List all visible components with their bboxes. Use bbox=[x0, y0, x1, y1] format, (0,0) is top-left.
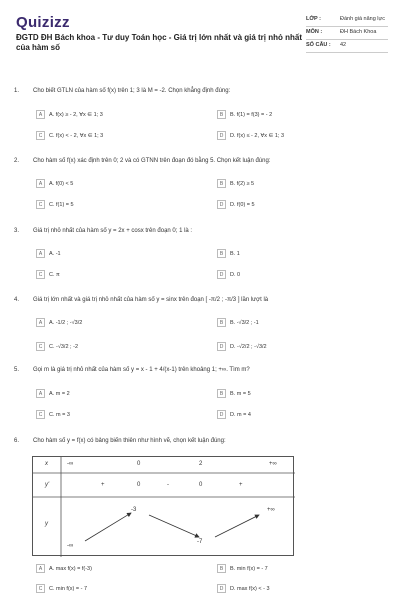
yprime-label: y' bbox=[45, 482, 50, 488]
meta-panel bbox=[306, 14, 388, 53]
option-2c[interactable] bbox=[36, 200, 74, 209]
meta-row-lop bbox=[306, 14, 388, 27]
option-5a[interactable] bbox=[36, 389, 70, 398]
option-key-box: C bbox=[36, 270, 45, 279]
option-1d[interactable] bbox=[217, 131, 284, 140]
lop-value: Đánh giá năng lực bbox=[340, 16, 385, 22]
option-text: C. m = 3 bbox=[49, 411, 70, 418]
option-text: B. f(2) ≥ 5 bbox=[230, 180, 255, 187]
y-value: -∞ bbox=[67, 543, 74, 549]
question-text: Giá trị lớn nhất và giá trị nhỏ nhất của hàm số y = sinx trên đoạn [ -π/2 ; -π/3 ] lần lượt là bbox=[33, 297, 269, 303]
meta-row-socau bbox=[306, 40, 388, 53]
option-text: D. f(x) ≤ - 2, ∀x ∈ 1; 3 bbox=[230, 132, 285, 139]
option-text: A. -1 bbox=[49, 250, 61, 257]
option-key-box: B bbox=[217, 564, 226, 573]
question-text: Cho biết GTLN của hàm số f(x) trên 1; 3 là M = -2. Chọn khẳng định đúng: bbox=[33, 88, 231, 94]
option-key-box: A bbox=[36, 249, 45, 258]
option-key-box: C bbox=[36, 410, 45, 419]
option-key-box: C bbox=[36, 584, 45, 593]
arrow-down bbox=[149, 515, 199, 537]
arrow-up-1 bbox=[85, 513, 131, 541]
socau-value: 42 bbox=[340, 42, 347, 48]
option-4a[interactable] bbox=[36, 318, 82, 327]
option-key-box: A bbox=[36, 318, 45, 327]
option-key-box: B bbox=[217, 389, 226, 398]
option-key-box: D bbox=[217, 584, 226, 593]
option-text: C. min f(x) = - 7 bbox=[49, 585, 88, 592]
option-key-box: B bbox=[217, 110, 226, 119]
option-2a[interactable] bbox=[36, 179, 73, 188]
option-text: B. f(1) = f(3) = - 2 bbox=[230, 111, 273, 118]
option-text: B. -√3/2 ; -1 bbox=[230, 319, 259, 326]
option-5b[interactable] bbox=[217, 389, 251, 398]
option-text: A. m = 2 bbox=[49, 390, 70, 397]
option-key-box: B bbox=[217, 249, 226, 258]
option-key-box: D bbox=[217, 270, 226, 279]
mon-label: MÔN : bbox=[306, 29, 323, 35]
option-3d[interactable] bbox=[217, 270, 240, 279]
y-value: +∞ bbox=[267, 507, 275, 513]
variation-table bbox=[32, 456, 294, 556]
option-key-box: B bbox=[217, 318, 226, 327]
option-4d[interactable] bbox=[217, 342, 267, 351]
option-text: D. -√2/2 ; -√3/2 bbox=[230, 343, 267, 350]
option-key-box: D bbox=[217, 131, 226, 140]
option-3b[interactable] bbox=[217, 249, 240, 258]
logo: Quizizz bbox=[16, 14, 70, 31]
question-text: Giá trị nhỏ nhất của hàm số y = 2x + cosx trên đoạn 0; 1 là : bbox=[33, 228, 193, 234]
x-value: -∞ bbox=[67, 461, 74, 467]
page-title: ĐGTD ĐH Bách khoa - Tư duy Toán học - Giá trị lớn nhất và giá trị nhỏ nhất của hàm số bbox=[16, 33, 303, 52]
option-text: B. m = 5 bbox=[230, 390, 251, 397]
option-key-box: C bbox=[36, 342, 45, 351]
option-key-box: A bbox=[36, 110, 45, 119]
y-value: -3 bbox=[131, 507, 137, 513]
option-key-box: A bbox=[36, 564, 45, 573]
option-key-box: C bbox=[36, 131, 45, 140]
option-4c[interactable] bbox=[36, 342, 78, 351]
option-key-box: A bbox=[36, 389, 45, 398]
question-text: Gọi m là giá trị nhỏ nhất của hàm số y = x - 1 + 4/(x-1) trên khoảng 1; +∞. Tìm m? bbox=[33, 367, 250, 373]
option-text: C. f(1) = 5 bbox=[49, 201, 74, 208]
mon-value: ĐH Bách Khoa bbox=[340, 29, 377, 35]
question-number: 2. bbox=[14, 158, 20, 164]
option-key-box: D bbox=[217, 342, 226, 351]
option-4b[interactable] bbox=[217, 318, 259, 327]
option-key-box: A bbox=[36, 179, 45, 188]
option-1c[interactable] bbox=[36, 131, 103, 140]
x-value: 2 bbox=[199, 461, 203, 467]
zero: 0 bbox=[137, 482, 141, 488]
socau-label: SỐ CÂU : bbox=[306, 42, 331, 48]
sign: - bbox=[167, 482, 169, 488]
option-key-box: B bbox=[217, 179, 226, 188]
option-1a[interactable] bbox=[36, 110, 103, 119]
question-number: 4. bbox=[14, 297, 20, 303]
option-text: C. π bbox=[49, 271, 60, 278]
question-number: 5. bbox=[14, 367, 20, 373]
sign: + bbox=[101, 482, 105, 488]
option-2b[interactable] bbox=[217, 179, 254, 188]
option-text: D. 0 bbox=[230, 271, 241, 278]
question-text: Cho hàm số f(x) xác định trên 0; 2 và có GTNN trên đoạn đó bằng 5. Chọn kết luận đúng: bbox=[33, 158, 271, 164]
option-text: D. max f(x) < - 3 bbox=[230, 585, 270, 592]
option-text: B. min f(x) = - 7 bbox=[230, 565, 268, 572]
option-6a[interactable] bbox=[36, 564, 92, 573]
question-text: Cho hàm số y = f(x) có bảng biến thiên như hình vẽ, chọn kết luận đúng: bbox=[33, 438, 226, 444]
option-6c[interactable] bbox=[36, 584, 87, 593]
option-2d[interactable] bbox=[217, 200, 255, 209]
option-1b[interactable] bbox=[217, 110, 272, 119]
x-value: 0 bbox=[137, 461, 141, 467]
option-text: C. -√3/2 ; -2 bbox=[49, 343, 78, 350]
y-label: y bbox=[45, 521, 48, 527]
option-3c[interactable] bbox=[36, 270, 60, 279]
option-text: A. -1/2 ; -√3/2 bbox=[49, 319, 83, 326]
option-3a[interactable] bbox=[36, 249, 61, 258]
option-text: D. f(0) = 5 bbox=[230, 201, 255, 208]
option-key-box: C bbox=[36, 200, 45, 209]
option-key-box: D bbox=[217, 200, 226, 209]
option-6d[interactable] bbox=[217, 584, 270, 593]
option-key-box: D bbox=[217, 410, 226, 419]
arrow-up-2 bbox=[215, 515, 259, 537]
x-label: x bbox=[45, 461, 48, 467]
y-value: -7 bbox=[197, 539, 203, 545]
option-5c[interactable] bbox=[36, 410, 70, 419]
lop-label: LỚP : bbox=[306, 16, 321, 22]
option-text: C. f(x) < - 2, ∀x ∈ 1; 3 bbox=[49, 132, 104, 139]
option-text: D. m = 4 bbox=[230, 411, 251, 418]
option-6b[interactable] bbox=[217, 564, 268, 573]
option-5d[interactable] bbox=[217, 410, 251, 419]
variation-table-lines bbox=[33, 457, 295, 557]
sign: 0 bbox=[199, 482, 203, 488]
sign: + bbox=[239, 482, 243, 488]
question-number: 6. bbox=[14, 438, 20, 444]
option-text: A. max f(x) = f(-3) bbox=[49, 565, 92, 572]
question-number: 3. bbox=[14, 228, 20, 234]
x-value: +∞ bbox=[269, 461, 277, 467]
option-text: A. f(x) ≥ - 2, ∀x ∈ 1; 3 bbox=[49, 111, 103, 118]
option-text: B. 1 bbox=[230, 250, 240, 257]
question-number: 1. bbox=[14, 88, 20, 94]
option-text: A. f(0) < 5 bbox=[49, 180, 74, 187]
meta-row-mon bbox=[306, 27, 388, 40]
